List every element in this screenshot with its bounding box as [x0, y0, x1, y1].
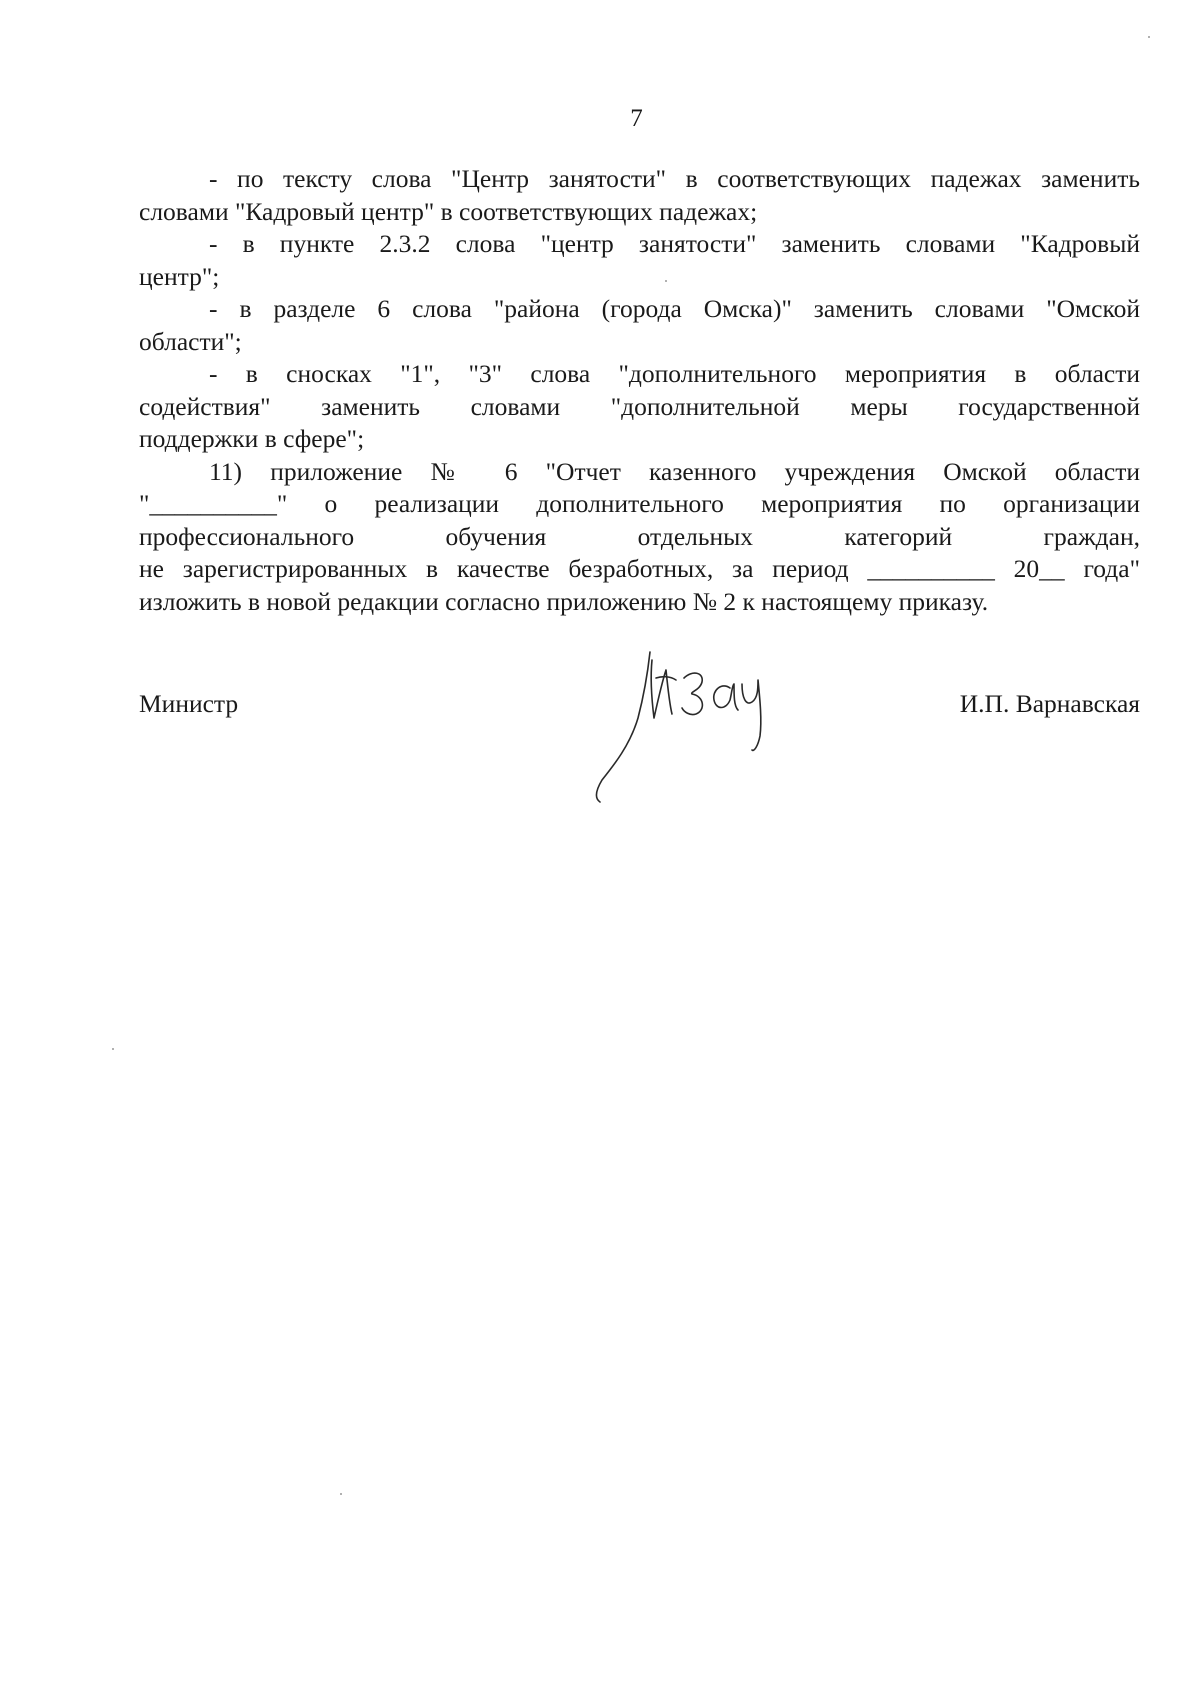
- paragraph: [139, 358, 1140, 456]
- text-line: - в сносках "1", "3" слова "дополнительного мероприятия в области: [209, 359, 1140, 388]
- signatory-title: Министр: [139, 689, 239, 718]
- paragraph: [139, 163, 1140, 228]
- text-line: 11) приложение № 6 "Отчет казенного учреждения Омской области: [209, 456, 1140, 486]
- text-line: области";: [139, 326, 242, 356]
- text-line: содействия" заменить словами "дополнительной меры государственной: [139, 391, 1140, 421]
- scan-speck: [1148, 36, 1150, 38]
- text-line: не зарегистрированных в качестве безработных, за период __________ 20__ года": [139, 554, 1140, 583]
- paragraph: [139, 456, 1140, 619]
- paragraph: [139, 228, 1140, 293]
- text-line: поддержки в сфере";: [139, 424, 365, 453]
- text-line: словами "Кадровый центр" в соответствующих падежах;: [139, 196, 758, 226]
- signatory-name: И.П. Варнавская: [959, 689, 1140, 718]
- text-line: изложить в новой редакции согласно приложению № 2 к настоящему приказу.: [139, 586, 989, 616]
- handwritten-signature: [592, 640, 792, 815]
- scan-speck: [340, 1493, 342, 1495]
- scan-speck: [112, 1048, 114, 1050]
- text-line: - по тексту слова "Центр занятости" в соответствующих падежах заменить: [209, 164, 1140, 193]
- text-line: профессионального обучения отдельных категорий граждан,: [139, 521, 1140, 551]
- text-line: "__________" о реализации дополнительного мероприятия по организации: [139, 489, 1140, 518]
- text-line: - в пункте 2.3.2 слова "центр занятости" заменить словами "Кадровый: [209, 229, 1140, 258]
- paragraph: [139, 293, 1140, 358]
- text-line: центр";: [139, 261, 220, 291]
- scan-speck: [665, 280, 667, 282]
- document-body: [139, 163, 1140, 618]
- text-line: - в разделе 6 слова "района (города Омска)" заменить словами "Омской: [209, 294, 1140, 323]
- page-number: 7: [630, 105, 643, 132]
